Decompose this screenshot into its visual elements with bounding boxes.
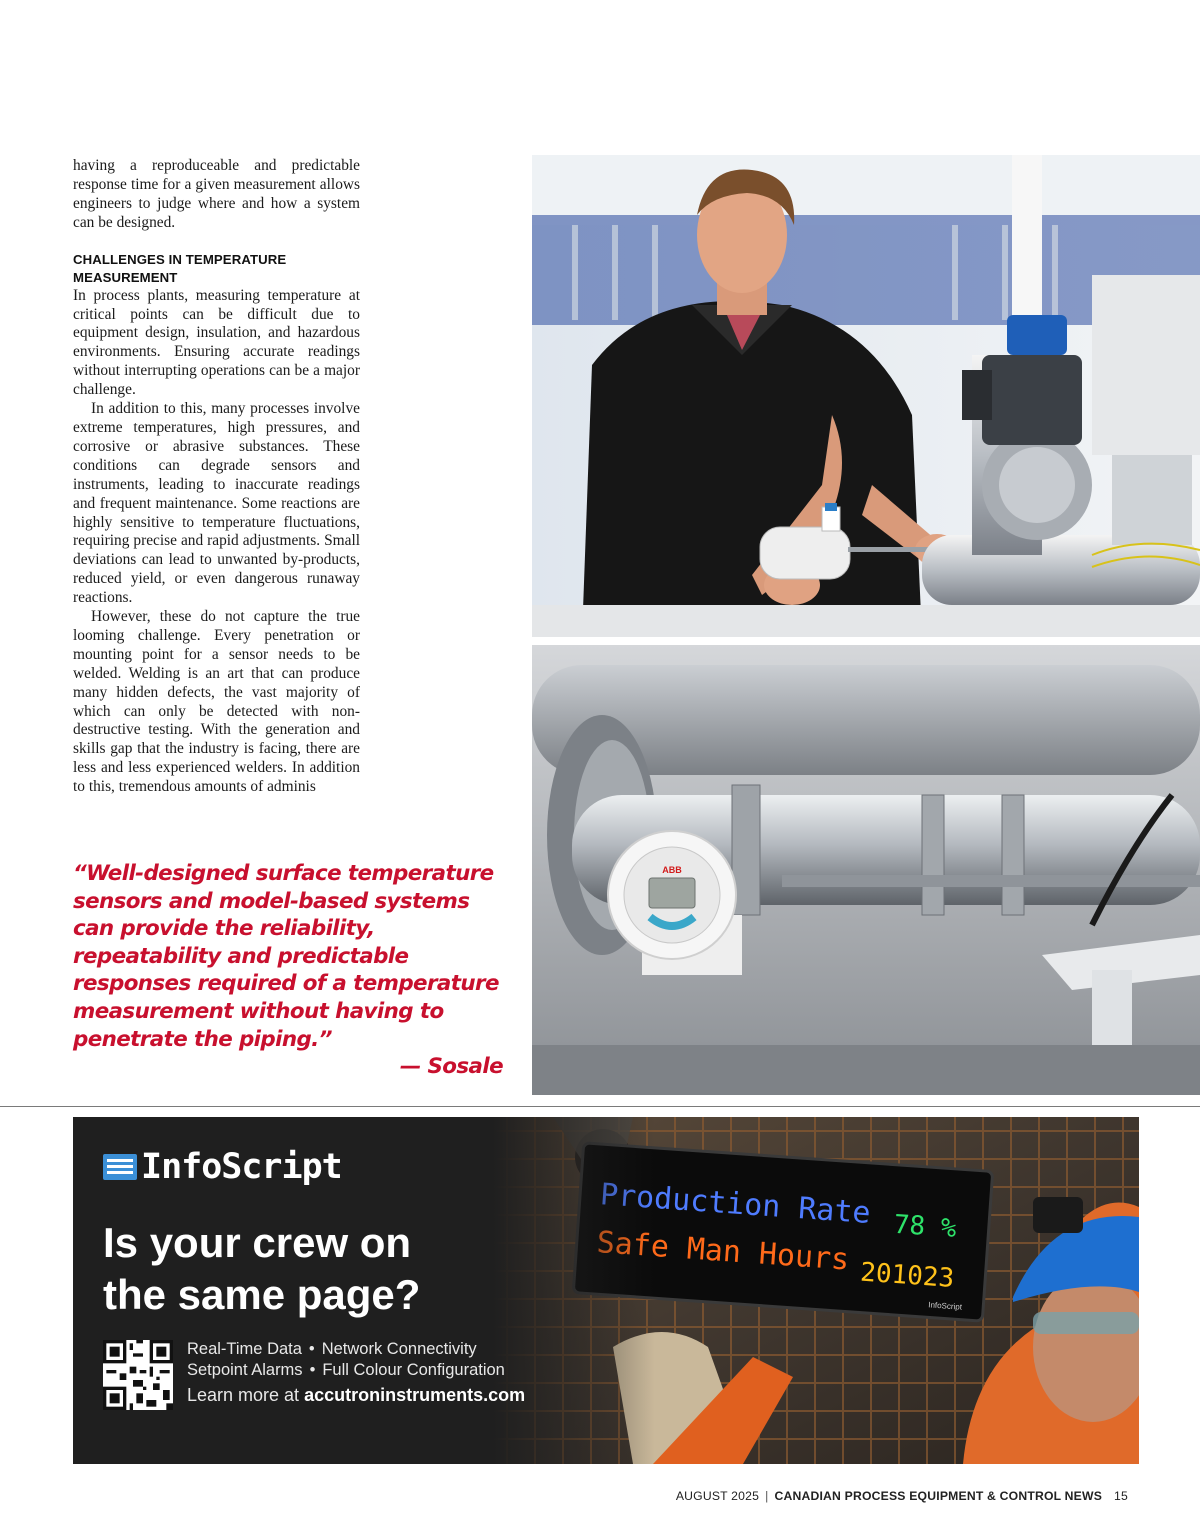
photo-sensor-illustration xyxy=(532,645,1200,1095)
ad-feature: Full Colour Configuration xyxy=(322,1361,505,1379)
infoscript-logo-text: InfoScript xyxy=(141,1147,342,1187)
section-divider xyxy=(0,1106,1200,1107)
ad-feature: Real-Time Data xyxy=(187,1340,302,1358)
article-paragraph: However, these do not capture the true looming challenge. Every penetration or mounting point for a sensor needs to be welded. Welding is an art that can produce many hidden defects, the vast majority of which can only be detected with non-destructive testing. With the generation and skills gap that the industry is facing, there are less and less experienced welders. In addition to this, tremendous amounts of adminis xyxy=(73,608,360,796)
bullet-separator: • xyxy=(308,1340,315,1358)
ad-website-link[interactable]: accutroninstruments.com xyxy=(304,1385,526,1405)
infoscript-logo-icon xyxy=(103,1154,137,1180)
bullet-separator: • xyxy=(309,1361,316,1379)
ad-feature: Setpoint Alarms xyxy=(187,1361,303,1379)
ad-call-to-action xyxy=(187,1385,525,1406)
photo-engineer-illustration xyxy=(532,155,1200,637)
ad-feature-row xyxy=(187,1339,505,1360)
pull-quote-text: “Well-designed surface temperature sensors and model-based systems can provide the reliability, repeatability and predictable responses required of a temperature measurement without having to penetrate the piping.” xyxy=(73,861,499,1052)
ad-cta-prefix: Learn more at xyxy=(187,1385,305,1405)
section-heading xyxy=(73,251,360,287)
section-heading-line: MEASUREMENT xyxy=(73,269,178,285)
photo-surface-sensor-on-pipe xyxy=(532,645,1200,1095)
article-paragraph: having a reproduceable and predictable response time for a given measurement allows engineers to judge where and how a system can be designed. xyxy=(73,157,360,231)
article-column xyxy=(73,157,360,797)
section-heading-line: CHALLENGES IN TEMPERATURE xyxy=(73,251,287,267)
photo-engineer-installing-sensor xyxy=(532,155,1200,637)
article-paragraph: In addition to this, many processes involve extreme temperatures, high pressures, and corrosive or abrasive substances. These conditions can degrade sensors and instruments, leading to inaccurate readings and frequent maintenance. Some reactions are highly sensitive to temperature fluctuations, requiring precise and rapid adjustments. Small deviations can lead to unwanted by-products, reduced yield, or even dangerous runaway reactions. xyxy=(73,400,360,607)
advertisement-infoscript[interactable] xyxy=(73,1117,1139,1464)
sensor-brand-label: ABB xyxy=(662,865,682,875)
ad-feature-row xyxy=(187,1360,505,1381)
page-footer xyxy=(676,1489,1128,1503)
article-paragraph: In process plants, measuring temperature at critical points can be difficult due to equipment design, insulation, and hazardous environments. Ensuring accurate readings without interrupting operations can be a major challenge. xyxy=(73,286,360,399)
ad-feature-list xyxy=(187,1339,505,1381)
ad-photo-led-sign-mine xyxy=(493,1117,1139,1464)
publication-name: CANADIAN PROCESS EQUIPMENT & CONTROL NEWS xyxy=(774,1489,1103,1503)
infoscript-logo[interactable] xyxy=(103,1147,342,1187)
issue-date: AUGUST 2025 xyxy=(675,1489,760,1503)
qr-code-icon[interactable] xyxy=(103,1340,173,1410)
pull-quote-attribution: — Sosale xyxy=(399,1054,503,1080)
page-number: 15 xyxy=(1114,1489,1128,1503)
ad-headline: Is your crew on the same page? xyxy=(103,1219,421,1318)
pull-quote xyxy=(73,860,513,1080)
footer-separator: | xyxy=(765,1489,769,1503)
ad-feature: Network Connectivity xyxy=(321,1340,477,1358)
